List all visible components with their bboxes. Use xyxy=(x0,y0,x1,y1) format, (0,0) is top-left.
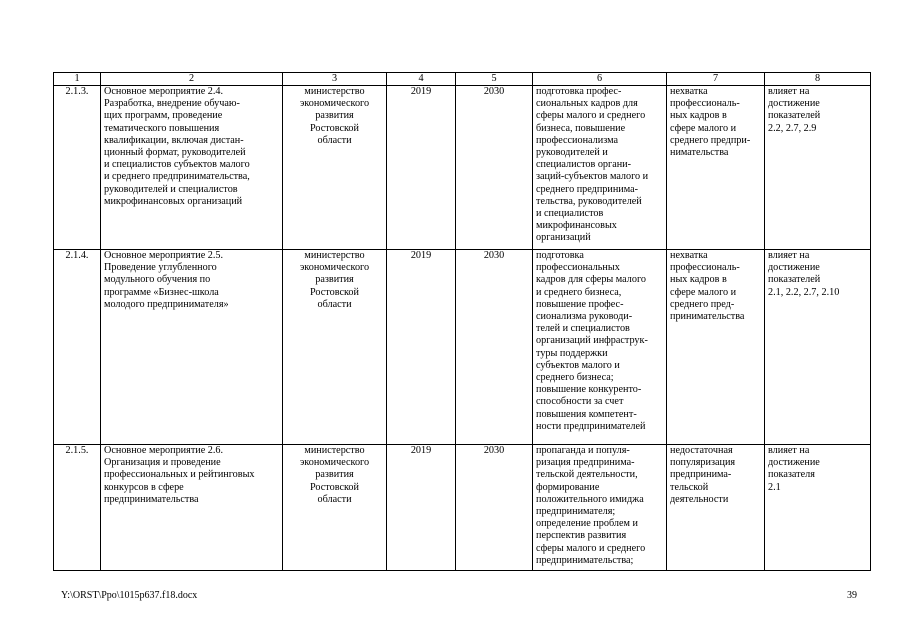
row-number: 2.1.4. xyxy=(54,250,101,445)
col-header-7: 7 xyxy=(667,73,765,86)
event-cell: Основное мероприятие 2.5. Проведение углубленного модульного обучения по программе «Бизнес-школа молодого предпринимателя» xyxy=(101,250,283,445)
indicator-link-cell: влияет на достижение показателей 2.2, 2.7, 2.9 xyxy=(765,86,871,250)
row-number: 2.1.3. xyxy=(54,86,101,250)
page-number: 39 xyxy=(847,590,857,601)
col-header-4: 4 xyxy=(387,73,456,86)
consequence-cell: нехватка профессиональ- ных кадров в сфере малого и среднего пред- принимательства xyxy=(667,250,765,445)
col-header-5: 5 xyxy=(456,73,533,86)
executor-cell: министерство экономического развития Ростовской области xyxy=(283,86,387,250)
row-number: 2.1.5. xyxy=(54,445,101,571)
start-year-cell: 2019 xyxy=(387,250,456,445)
event-cell: Основное мероприятие 2.4. Разработка, внедрение обучаю- щих программ, проведение тематического повышения квалификации, включая дистан- ционный формат, руководителей и специалистов субъектов малого и среднего предпринимательства, руководителей и специалистов микрофинансовых организаций xyxy=(101,86,283,250)
end-year-cell: 2030 xyxy=(456,445,533,571)
end-year-cell: 2030 xyxy=(456,250,533,445)
header-row xyxy=(54,73,871,86)
col-header-3: 3 xyxy=(283,73,387,86)
result-cell: подготовка профессиональных кадров для сферы малого и среднего бизнеса, повышение профес- сионализма руководи- телей и специалистов организаций инфраструк- туры поддержки субъектов малого и среднего бизнеса; повышение конкуренто- способности за счет повышения компетент- ности предпринимателей xyxy=(533,250,667,445)
col-header-2: 2 xyxy=(101,73,283,86)
start-year-cell: 2019 xyxy=(387,86,456,250)
table-row xyxy=(54,445,871,571)
end-year-cell: 2030 xyxy=(456,86,533,250)
table-row xyxy=(54,250,871,445)
result-cell: подготовка профес- сиональных кадров для сферы малого и среднего бизнеса, повышение профессионализма руководителей и специалистов органи- заций-субъектов малого и среднего предпринима- тельства, руководителей и специалистов микрофинансовых организаций xyxy=(533,86,667,250)
table-row xyxy=(54,86,871,250)
col-header-8: 8 xyxy=(765,73,871,86)
measures-table xyxy=(53,72,871,571)
start-year-cell: 2019 xyxy=(387,445,456,571)
consequence-cell: нехватка профессиональ- ных кадров в сфере малого и среднего предпри- нимательства xyxy=(667,86,765,250)
file-path-footer: Y:\ORST\Ppo\1015p637.f18.docx xyxy=(61,590,198,601)
executor-cell: министерство экономического развития Ростовской области xyxy=(283,250,387,445)
col-header-6: 6 xyxy=(533,73,667,86)
col-header-1: 1 xyxy=(54,73,101,86)
event-cell: Основное мероприятие 2.6. Организация и проведение профессиональных и рейтинговых конкурсов в сфере предпринимательства xyxy=(101,445,283,571)
consequence-cell: недостаточная популяризация предпринима- тельской деятельности xyxy=(667,445,765,571)
result-cell: пропаганда и популя- ризация предпринима- тельской деятельности, формирование положительного имиджа предпринимателя; определение проблем и перспектив развития сферы малого и среднего предпринимательства; xyxy=(533,445,667,571)
executor-cell: министерство экономического развития Ростовской области xyxy=(283,445,387,571)
indicator-link-cell: влияет на достижение показателей 2.1, 2.2, 2.7, 2.10 xyxy=(765,250,871,445)
indicator-link-cell: влияет на достижение показателя 2.1 xyxy=(765,445,871,571)
